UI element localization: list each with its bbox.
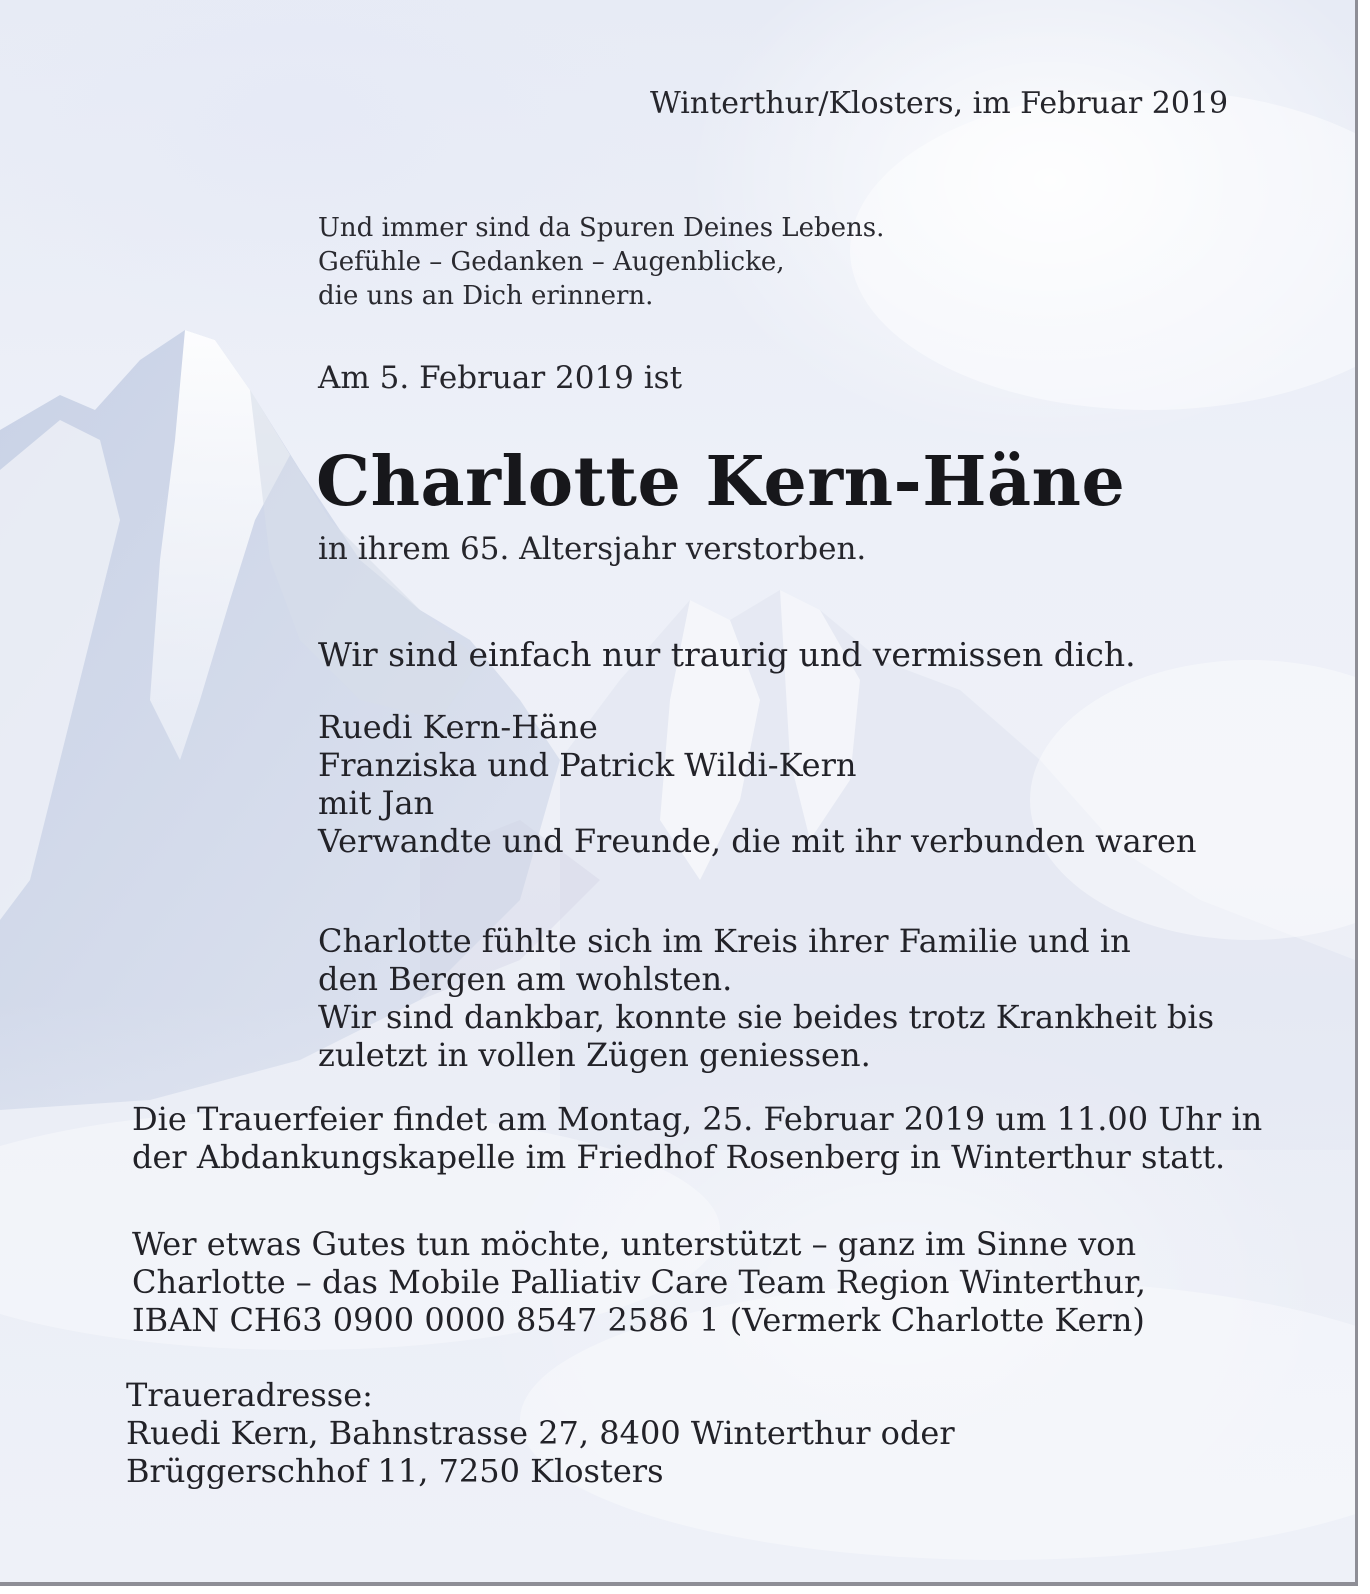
- mourner: Ruedi Kern-Häne: [318, 708, 598, 746]
- poem-line: die uns an Dich erinnern.: [318, 281, 654, 311]
- funeral-info: [132, 1100, 1262, 1176]
- iban-line: IBAN CH63 0900 0000 8547 2586 1 (Vermerk Charlotte Kern): [132, 1301, 1145, 1339]
- death-date-intro: Am 5. Februar 2019 ist: [318, 360, 683, 396]
- paragraph-line: der Abdankungskapelle im Friedhof Rosenberg in Winterthur statt.: [132, 1138, 1226, 1176]
- paragraph-line: Wir sind dankbar, konnte sie beides trotz Krankheit bis: [318, 998, 1215, 1036]
- mourners-list: [318, 708, 1197, 860]
- poem-line: Gefühle – Gedanken – Augenblicke,: [318, 247, 785, 277]
- place-and-date: Winterthur/Klosters, im Februar 2019: [650, 86, 1229, 121]
- mourning-address: [126, 1376, 955, 1490]
- address-line: Ruedi Kern, Bahnstrasse 27, 8400 Winterthur oder: [126, 1414, 955, 1452]
- mourner: Verwandte und Freunde, die mit ihr verbunden waren: [318, 822, 1197, 860]
- donation-info: [132, 1225, 1146, 1339]
- mourner: mit Jan: [318, 784, 435, 822]
- paragraph-line: den Bergen am wohlsten.: [318, 960, 733, 998]
- poem-line: Und immer sind da Spuren Deines Lebens.: [318, 213, 885, 243]
- paragraph-line: zuletzt in vollen Zügen geniessen.: [318, 1036, 871, 1074]
- address-heading: Traueradresse:: [126, 1376, 373, 1414]
- remembrance-paragraph: [318, 922, 1214, 1074]
- address-line: Brüggerschhof 11, 7250 Klosters: [126, 1452, 664, 1490]
- mourner: Franziska und Patrick Wildi-Kern: [318, 746, 857, 784]
- paragraph-line: Wer etwas Gutes tun möchte, unterstützt – ganz im Sinne von: [132, 1225, 1137, 1263]
- paragraph-line: Charlotte fühlte sich im Kreis ihrer Familie und in: [318, 922, 1131, 960]
- deceased-name: Charlotte Kern-Häne: [316, 442, 1126, 522]
- paragraph-line: Die Trauerfeier findet am Montag, 25. Februar 2019 um 11.00 Uhr in: [132, 1100, 1263, 1138]
- paragraph-line: Charlotte – das Mobile Palliativ Care Team Region Winterthur,: [132, 1263, 1146, 1301]
- poem: [318, 211, 884, 313]
- age-line: in ihrem 65. Altersjahr verstorben.: [318, 531, 867, 567]
- mourning-line: Wir sind einfach nur traurig und vermissen dich.: [318, 635, 1136, 674]
